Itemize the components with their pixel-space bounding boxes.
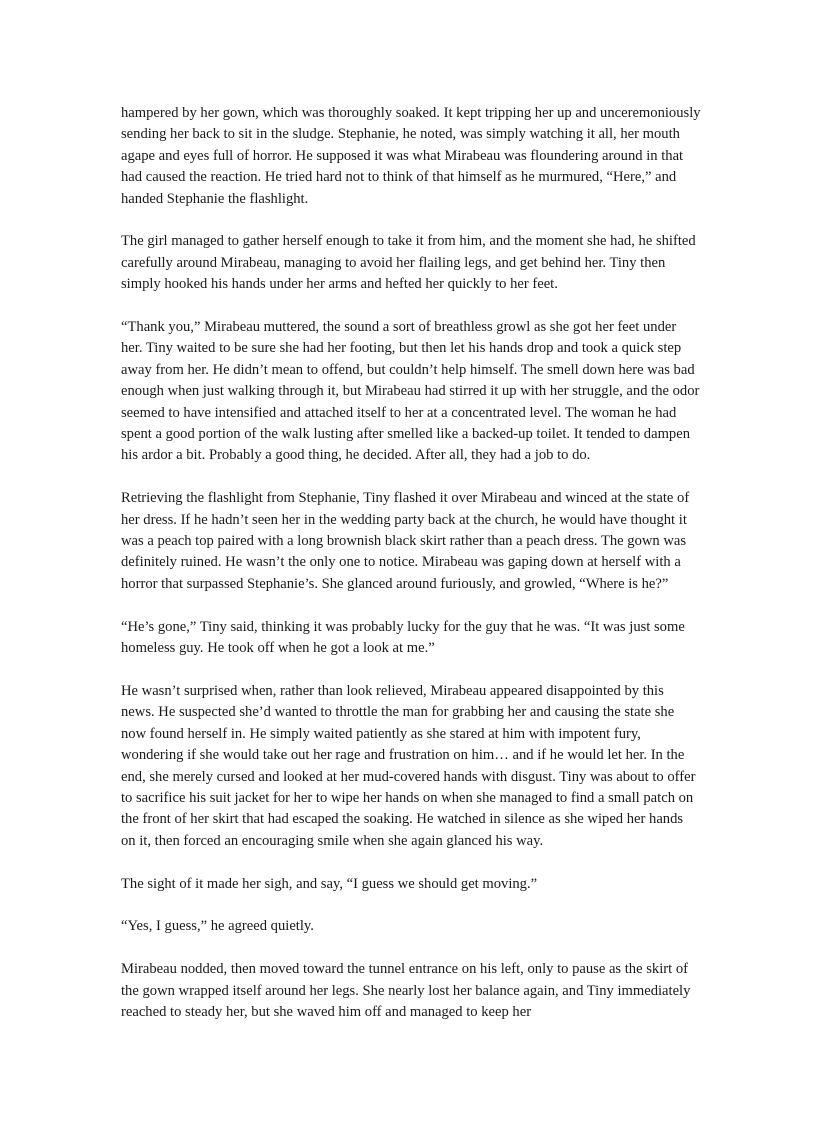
paragraph-7: The sight of it made her sigh, and say, “I guess we should get moving.” [121, 875, 538, 892]
paragraph-1: hampered by her gown, which was thoroughly soaked. It kept tripping her up and unceremoniously sending her back to sit in the sludge. Stephanie, he noted, was simply watching it all, her mouth agape and eyes full of horror. He supposed it was what Mirabeau was floundering around in that had caused the reaction. He tried hard not to think of that himself as he murmured, “Here,” and handed Stephanie the flashlight. [121, 105, 701, 207]
body-text [121, 103, 701, 1023]
paragraph-5: “He’s gone,” Tiny said, thinking it was probably lucky for the guy that he was. “It was just some homeless guy. He took off when he got a look at me.” [121, 618, 685, 657]
paragraph-3: “Thank you,” Mirabeau muttered, the sound a sort of breathless growl as she got her feet under her. Tiny waited to be sure she had her footing, but then let his hands drop and took a quick step away from her. He didn’t mean to offend, but couldn’t help himself. The smell down here was bad enough when just walking through it, but Mirabeau had stirred it up with her struggle, and the odor seemed to have intensified and attached itself to her at a concentrated level. The woman he had spent a good portion of the walk lusting after smelled like a backed-up toilet. It tended to dampen his ardor a bit. Probably a good thing, he decided. After all, they had a job to do. [121, 319, 700, 464]
paragraph-4: Retrieving the flashlight from Stephanie, Tiny flashed it over Mirabeau and winced at the state of her dress. If he hadn’t seen her in the wedding party back at the church, he would have thought it was a peach top paired with a long brownish black skirt rather than a peach dress. The gown was definitely ruined. He wasn’t the only one to notice. Mirabeau was gaping down at herself with a horror that surpassed Stephanie’s. She glanced around furiously, and growled, “Where is he?” [121, 490, 690, 592]
paragraph-9: Mirabeau nodded, then moved toward the tunnel entrance on his left, only to pause as the skirt of the gown wrapped itself around her legs. She nearly lost her balance again, and Tiny immediately reached to steady her, but she waved him off and managed to keep her [121, 961, 691, 1020]
paragraph-6: He wasn’t surprised when, rather than look relieved, Mirabeau appeared disappointed by this news. He suspected she’d wanted to throttle the man for grabbing her and causing the state she now found herself in. He simply waited patiently as she stared at him with impotent fury, wondering if she would take out her rage and frustration on him… and if he would let her. In the end, she merely cursed and looked at her mud-covered hands with disgust. Tiny was about to offer to sacrifice his suit jacket for her to wipe her hands on when she managed to find a small patch on the front of her skirt that had escaped the soaking. He watched in silence as she wiped her hands on it, then forced an encouraging smile when she again glanced his way. [121, 682, 696, 849]
paragraph-2: The girl managed to gather herself enough to take it from him, and the moment she had, he shifted carefully around Mirabeau, managing to avoid her flailing legs, and get behind her. Tiny then simply hooked his hands under her arms and hefted her quickly to her feet. [121, 233, 696, 293]
paragraph-8: “Yes, I guess,” he agreed quietly. [121, 918, 314, 935]
